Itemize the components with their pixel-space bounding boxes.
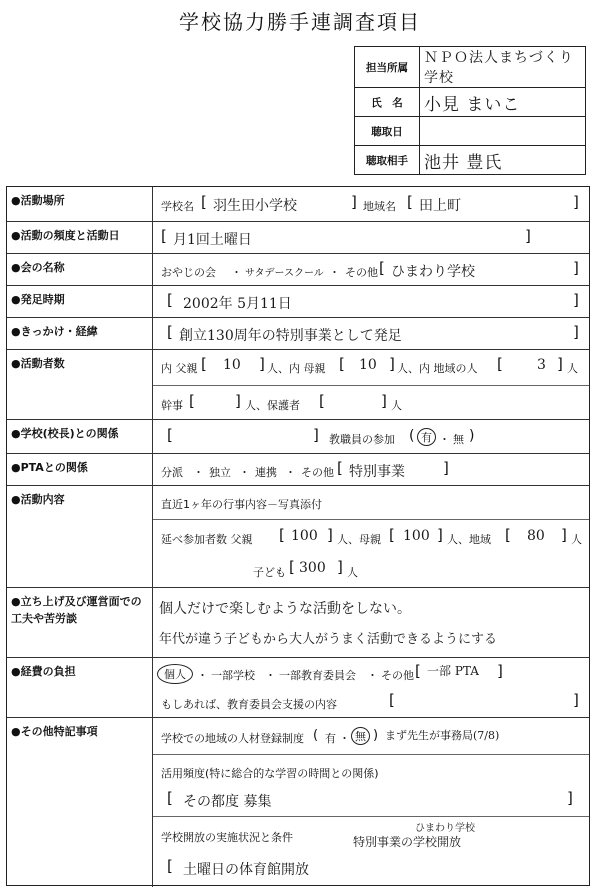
support-label: もしあれば、教育委員会支援の内容 [161, 698, 337, 711]
pta-option: 独立 [209, 466, 231, 479]
pta-option: 連携 [255, 466, 277, 479]
info-value [420, 117, 586, 146]
row-label: ●PTAとの関係 [7, 454, 153, 485]
row-label: ●活動内容 [7, 486, 153, 587]
no-option: 無 [453, 433, 464, 446]
row-name: ●会の名称 おやじの会 ・ サタデースクール ・ その他 [ ひまわり学校 ] [7, 253, 589, 285]
misc-answer: 土曜日の体育館開放 [183, 862, 309, 878]
row-label: ●活動の頻度と活動日 [7, 222, 153, 253]
row-cost: ●経費の負担 個人 ・ 一部学校 ・ 一部教育委員会 ・ その他 [ 一部 PTA ] もしあれば、教育委員会支援の内容 [ ] [7, 657, 589, 717]
unit: 人 [391, 399, 402, 412]
local-count: 3 [537, 357, 546, 373]
info-label: 氏 名 [355, 88, 420, 117]
info-label: 聴取日 [355, 117, 420, 146]
local-label: 人、内 地域の人 [397, 362, 478, 375]
area-name: 田上町 [419, 198, 461, 214]
pta-other-label: その他 [301, 466, 334, 479]
unit: 人 [347, 566, 358, 579]
info-table [354, 46, 586, 175]
misc-note: ひまわり学校 [415, 823, 475, 834]
total-mother-label: 人、母親 [337, 533, 381, 546]
misc-note: まず先生が事務局(7/8) [385, 729, 500, 742]
cost-other-value: 一部 PTA [427, 664, 479, 678]
misc-answer: その都度 募集 [183, 794, 272, 810]
pta-other-value: 特別事業 [349, 464, 405, 480]
row-pta: ●PTAとの関係 分派 ・ 独立 ・ 連携 ・ その他 [ 特別事業 ] [7, 453, 589, 485]
total-local: 80 [527, 528, 545, 544]
row-label: ●活動者数 [7, 350, 153, 419]
info-label: 聴取相手 [355, 146, 420, 175]
father-count: 10 [223, 357, 241, 373]
info-value: 小見 まいこ [420, 88, 586, 117]
total-mother: 100 [403, 528, 430, 544]
yes-option: 有 [325, 732, 336, 745]
teacher-label: 教職員の参加 [329, 433, 395, 446]
info-value: ＮＰＯ法人まちづくり学校 [420, 47, 586, 88]
area-label: 地域名 [363, 200, 396, 213]
child-label: 子ども [253, 566, 286, 579]
unit: 人 [571, 533, 582, 546]
school-label: 学校名 [161, 200, 194, 213]
no-option-circled: 無 [351, 727, 370, 745]
cost-option: 一部学校 [211, 669, 255, 682]
staff-label: 幹事 [161, 399, 183, 412]
origin-value: 創立130周年の特別事業として発足 [179, 328, 402, 344]
info-value: 池井 豊氏 [420, 146, 586, 175]
effort-line: 個人だけで楽しむような活動をしない。 [159, 601, 411, 617]
guardian-label: 人、保護者 [245, 399, 300, 412]
row-label: ●その他特記事項 [7, 718, 153, 887]
row-place: ●活動場所 学校名 [ 羽生田小学校 ] 地域名 [ 田上町 ] [7, 187, 589, 221]
effort-line: 年代が違う子どもから大人がうまく活動できるようにする [159, 632, 498, 647]
row-label: ●活動場所 [7, 187, 153, 221]
survey-form [6, 186, 590, 886]
pta-option: 分派 [161, 466, 183, 479]
total-father: 100 [291, 528, 318, 544]
name-option: おやじの会 [161, 266, 216, 279]
row-label: ●会の名称 [7, 254, 153, 285]
row-frequency: ●活動の頻度と活動日 [ 月1回土曜日 ] [7, 221, 589, 253]
row-label: ●学校(校長)との関係 [7, 420, 153, 453]
frequency-value: 月1回土曜日 [173, 232, 252, 248]
misc-question: 学校での地域の人材登録制度 [161, 732, 304, 745]
cost-option: 一部教育委員会 [279, 669, 356, 682]
total-label: 延べ参加者数 父親 [161, 533, 253, 546]
name-value: ひまわり学校 [391, 264, 475, 280]
misc-note: 特別事業の学校開放 [353, 835, 462, 849]
row-people: ●活動者数 内 父親 [ 10 ] 人、内 母親 [ 10 ] 人、内 地域の人 [ 3 ] 人 幹事 [ ] 人、保護者 [ ] 人 [7, 349, 589, 419]
misc-question: 学校開放の実施状況と条件 [161, 831, 293, 844]
start-value: 2002年 5月11日 [183, 296, 292, 312]
row-content: ●活動内容 直近1ヶ年の行事内容－写真添付 延べ参加者数 父親 [ 100 ] 人、母親 [ 100 ] 人、地域 [ 80 ] 人 子ども [ 300 ] 人 [7, 485, 589, 587]
name-option: サタデースクール [245, 268, 324, 279]
row-effort [7, 587, 589, 657]
school-name: 羽生田小学校 [213, 198, 297, 214]
cost-option-circled: 個人 [157, 664, 193, 684]
row-misc: ●その他特記事項 学校での地域の人材登録制度 ( 有 ・ 無 ) まず先生が事務局(7/8) 活用頻度(特に総合的な学習の時間との関係) [ その都度 募集 ] 学校開放の実施状況と条件 ひまわり学校 特別事業の学校開放 [ 土曜日の体育館開放 [7, 717, 589, 887]
row-label: ●きっかけ・経緯 [7, 318, 153, 349]
row-label: ●経費の負担 [7, 658, 153, 717]
father-label: 内 父親 [161, 362, 198, 375]
yes-option-circled: 有 [417, 428, 436, 446]
cost-other-label: その他 [381, 669, 414, 682]
row-start: ●発足時期 [ 2002年 5月11日 ] [7, 285, 589, 317]
mother-label: 人、内 母親 [267, 362, 326, 375]
row-label: ●立ち上げ及び運営面での工夫や苦労談 [7, 588, 153, 657]
page-title: 学校協力勝手連調査項目 [179, 10, 421, 34]
unit: 人 [567, 362, 578, 375]
misc-question: 活用頻度(特に総合的な学習の時間との関係) [161, 767, 379, 780]
row-label: ●発足時期 [7, 286, 153, 317]
recent-events: 直近1ヶ年の行事内容－写真添付 [161, 498, 322, 511]
row-school: ●学校(校長)との関係 [ ] 教職員の参加 ( 有 ・ 無 ) [7, 419, 589, 453]
row-origin: ●きっかけ・経緯 [ 創立130周年の特別事業として発足 ] [7, 317, 589, 349]
total-child: 300 [299, 560, 326, 576]
info-label: 担当所属 [355, 47, 420, 88]
name-other-label: その他 [345, 266, 378, 279]
total-local-label: 人、地域 [447, 533, 491, 546]
mother-count: 10 [359, 357, 377, 373]
